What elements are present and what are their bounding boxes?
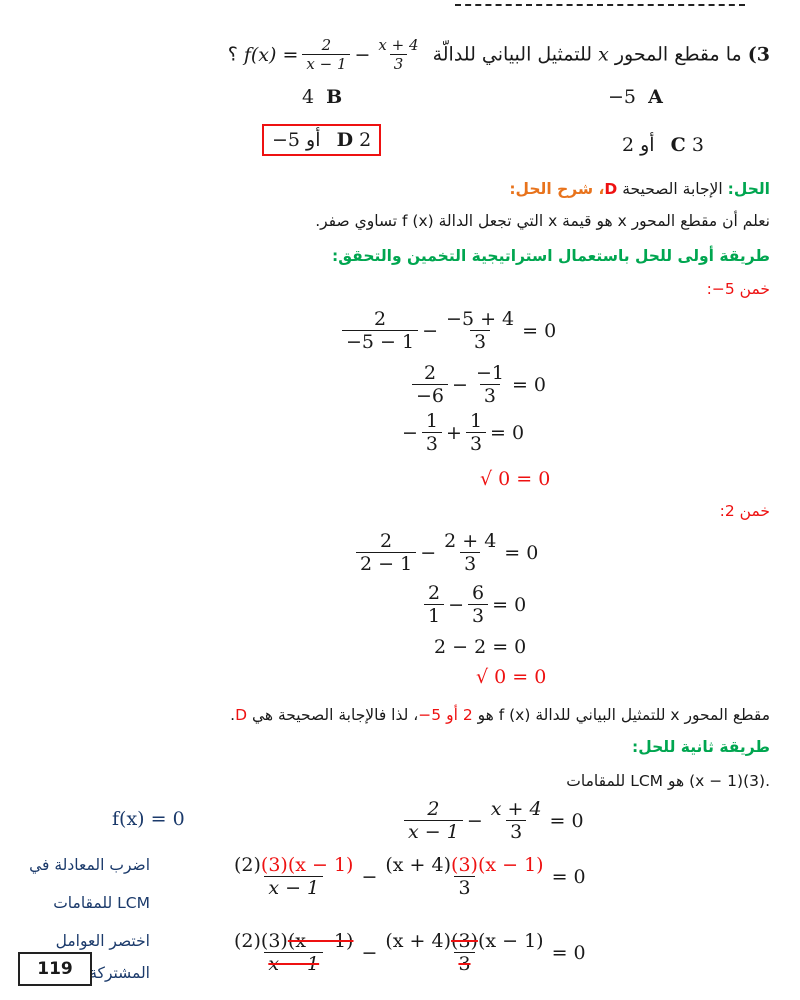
solution-label: الحل: [727,180,770,198]
guess2-line-2: $\frac{2}{1}$ − $\frac{6}{3}$ = 0 [420,582,526,627]
guess1-check [480,468,550,490]
option-b-letter: B [326,86,343,108]
explain-label: ، شرح الحل: [509,180,605,198]
frac-num: 2 [374,308,387,330]
rhs: = 0 [492,593,527,616]
function-lhs: f(x) = [243,43,299,66]
lcm-text: .(3)(x − 1) هو LCM للمقامات [566,772,770,790]
question-number: 3) [747,43,770,66]
option-a-letter: A [648,86,663,108]
method2-step-2: $\frac{(2)(3)(x - 1)}{x - 1}$ − $\frac{(x + 4)(3)(x - 1)}{3}$ = 0 [234,854,586,899]
rhs: = 0 [551,865,586,888]
rhs: = 0 [504,541,539,564]
frac-den: −5 − 1 [342,330,418,353]
rhs: = 0 [522,319,557,342]
step1-note: f(x) = 0 [112,808,185,830]
frac-num: 1 [469,410,483,432]
frac-den: 3 [390,54,408,73]
option-d-value: 2 أو 5− [272,129,372,151]
frac-num-part: (2)(3) [234,930,288,952]
cancelled-den: 3 [454,952,474,975]
question-mark: ؟ [227,43,238,66]
page-number: 119 [18,952,92,986]
cancelled-den: x − 1 [264,952,323,975]
method2-step-3: $\frac{(2)(3)(x - 1)}{x - 1}$ − $\frac{(x + 4)(3)(x - 1)}{3}$ = 0 [234,930,586,975]
check-result: √ 0 = 0 [476,666,547,688]
step2-note-line2: LCM للمقامات [53,894,150,912]
option-c-letter: C [670,134,686,156]
step3-note-line1: اختصر العوامل [55,932,150,950]
conclusion: مقطع المحور x للتمثيل البياني للدالة f (x) هو 2 أو 5−، لذا فالإجابة الصحيحة هي D. [230,706,770,724]
frac-num: x + 4 [378,36,419,54]
frac-num: −5 + 4 [446,308,515,330]
step3-note-line2: المشتركة [89,964,150,982]
answer-letter: D [604,180,618,198]
answer-text: الإجابة الصحيحة [622,180,723,198]
guess1-line-2: $\frac{2}{-6}$ − $\frac{-1}{3}$ = 0 [408,362,546,407]
rhs: = 0 [490,421,525,444]
frac-den: x − 1 [264,876,323,899]
question-line [228,36,770,73]
rhs: = 0 [551,941,586,964]
frac-den: 3 [454,876,474,899]
frac-num-part: (x + 4) [385,930,452,952]
frac-den: 3 [466,432,486,455]
frac-den: 3 [480,384,500,407]
option-a [608,86,663,108]
fraction-1 [302,36,350,73]
frac-den: 3 [470,330,490,353]
frac-num: 1 [425,410,439,432]
guess2-label: خمن 2: [719,502,770,520]
option-c-value: 3 أو 2 [622,134,704,156]
fraction-2 [374,36,422,73]
conclusion-part1: مقطع المحور x للتمثيل البياني للدالة f (x) هو [477,706,770,724]
method2-step-1: $\frac{2}{x - 1}$ − $\frac{x + 4}{3}$ = 0 [400,798,584,843]
solution-header [509,180,770,198]
conclusion-part2: ، لذا فالإجابة الصحيحة هي [251,706,419,724]
function-definition [244,36,427,73]
frac-den: 2 − 1 [356,552,416,575]
guess2-check [476,666,546,688]
frac-den: 1 [424,604,444,627]
cancelled-factor: (x − 1) [287,930,354,952]
option-c [622,134,704,156]
frac-num: 2 [428,582,441,604]
frac-num: 2 [427,798,440,820]
plus-sign: + [446,421,462,444]
guess2-line-3: 2 − 2 = 0 [434,636,527,658]
question-text-after: للتمثيل البياني للدالّة [432,43,593,66]
dashed-separator [455,4,745,6]
conclusion-letter: D [235,706,247,724]
conclusion-values: 2 أو 5− [418,706,473,724]
frac-num: 2 [380,530,393,552]
lcm-factor: (3)(x − 1) [451,854,544,876]
frac-den: 3 [460,552,480,575]
step2-note-line1: اضرب المعادلة في [29,856,150,874]
frac-num-part: (2) [234,854,261,876]
minus-sign: − [354,43,371,66]
frac-den: x − 1 [404,820,463,843]
option-a-value: −5 [608,86,637,108]
frac-num-part: (x + 4) [385,854,452,876]
frac-den: −6 [412,384,448,407]
solution-intro: نعلم أن مقطع المحور x هو قيمة x التي تجعل الدالة f (x) تساوي صفر. [315,212,770,230]
minus-sign: − [402,421,418,444]
cancelled-factor: (3) [451,930,478,952]
guess1-label: خمن 5−: [706,280,770,298]
frac-den: 3 [422,432,442,455]
option-d-highlighted [262,124,381,156]
option-b [302,86,342,108]
option-b-value: 4 [302,86,315,108]
frac-den: x − 1 [302,54,350,73]
frac-num: 6 [472,582,485,604]
rhs: = 0 [549,809,584,832]
frac-num: 2 [423,362,437,384]
guess1-line-3 [402,410,524,455]
guess2-line-1: $\frac{2}{2 - 1}$ − $\frac{2 + 4}{3}$ = 0 [352,530,538,575]
check-result: √ 0 = 0 [480,468,551,490]
frac-num: 2 [321,36,332,54]
var-x: x [598,43,609,66]
method1-title: طريقة أولى للحل باستعمال استراتيجية التخمين والتحقق: [332,247,770,265]
frac-num: 2 + 4 [444,530,497,552]
guess1-line-1: $\frac{2}{-5 - 1}$ − $\frac{-5 + 4}{3}$ = 0 [338,308,556,353]
option-d-letter: D [336,129,354,151]
rhs: = 0 [511,373,547,396]
frac-num: −1 [475,362,504,384]
frac-den: 3 [506,820,526,843]
method2-title: طريقة ثانية للحل: [632,738,770,756]
frac-num-part: (x − 1) [477,930,544,952]
frac-num: x + 4 [490,798,542,820]
question-text-before: ما مقطع المحور [614,43,742,66]
frac-den: 3 [468,604,488,627]
lcm-factor: (3)(x − 1) [260,854,354,876]
